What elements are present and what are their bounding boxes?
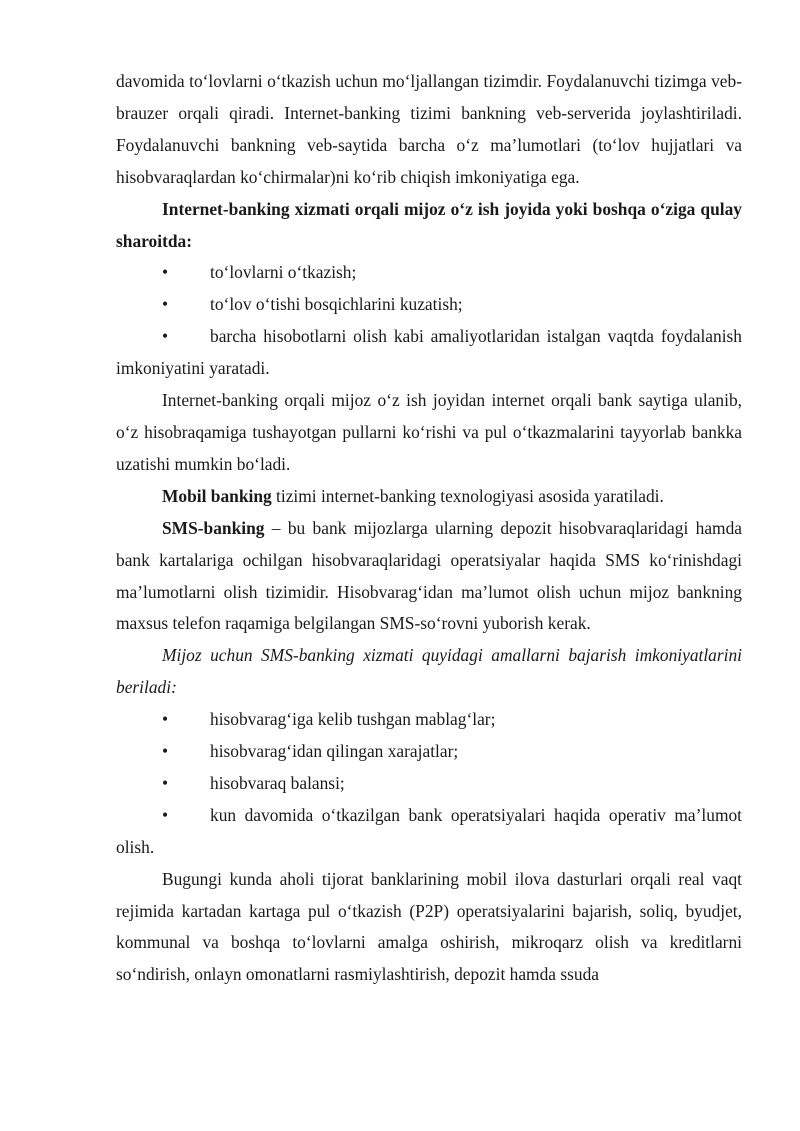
- paragraph-intro: davomida to‘lovlarni o‘tkazish uchun mo‘ljallangan tizimdir. Foydalanuvchi tizimga veb-brauzer orqali qiradi. Internet-banking tizimi bankning veb-serverida joylashtiriladi. Foydalanuvchi bankning veb-saytida barcha o‘z ma’lumotlari (to‘lov hujjatlari va hisobvaraqlardan ko‘chirmalar)ni ko‘rib chiqish imkoniyatiga ega.: [116, 71, 742, 187]
- list-item: • hisobvarag‘idan qilingan xarajatlar;: [116, 736, 742, 768]
- list-item: • hisobvaraq balansi;: [116, 768, 742, 800]
- term-sms-banking: SMS-banking: [162, 517, 265, 538]
- sms-banking-list: [116, 704, 742, 864]
- list-item: • to‘lovlarni o‘tkazish;: [116, 257, 742, 289]
- list-item: • kun davomida o‘tkazilgan bank operatsiyalari haqida operativ ma’lumot olish.: [116, 800, 742, 864]
- list-item: • barcha hisobotlarni olish kabi amaliyotlaridan istalgan vaqtda foydalanish imkoniyatini yaratadi.: [116, 321, 742, 385]
- list-item: • hisobvarag‘iga kelib tushgan mablag‘lar;: [116, 704, 742, 736]
- paragraph-sms-banking: SMS-banking – bu bank mijozlarga ularning depozit hisobvaraqlaridagi hamda bank kartalariga ochilgan hisobvaraqlaridagi operatsiyalar haqida SMS ko‘rinishdagi ma’lumotlarni olish tizimidir. Hisobvarag‘idan ma’lumot olish uchun mijoz bankning maxsus telefon raqamiga belgilangan SMS-so‘rovni yuborish kerak.: [116, 517, 742, 634]
- paragraph-sms-banking-features-heading: Mijoz uchun SMS-banking xizmati quyidagi amallarni bajarish imkoniyatlarini beriladi:: [116, 645, 742, 698]
- paragraph-mobile-banking: Mobil banking tizimi internet-banking texnologiyasi asosida yaratiladi.: [162, 485, 664, 506]
- bullet-icon: •: [162, 804, 169, 825]
- bullet-icon: •: [162, 294, 169, 315]
- paragraph-mobile-apps: Bugungi kunda aholi tijorat banklarining mobil ilova dasturlari orqali real vaqt rejimida kartadan kartaga pul o‘tkazish (P2P) operatsiyalarini bajarish, soliq, byudjet, kommunal va boshqa to‘lovlarni amalga oshirish, mikroqarz olish va kreditlarni so‘ndirish, onlayn omonatlarni rasmiylashtirish, depozit hamda ssuda: [116, 868, 742, 985]
- bullet-icon: •: [162, 741, 169, 762]
- paragraph-internet-banking-description: Internet-banking orqali mijoz o‘z ish joyidan internet orqali bank saytiga ulanib, o‘z hisobraqamiga tushayotgan pullarni ko‘rishi va pul o‘tkazmalarini tayyorlab bankka uzatishi mumkin bo‘ladi.: [116, 390, 742, 474]
- paragraph-internet-banking-heading: Internet-banking xizmati orqali mijoz o‘z ish joyida yoki boshqa o‘ziga qulay sharoitda:: [116, 198, 742, 251]
- term-mobile-banking: Mobil banking: [162, 485, 272, 506]
- document-page: [116, 66, 742, 991]
- bullet-icon: •: [162, 262, 169, 283]
- list-item: • to‘lov o‘tishi bosqichlarini kuzatish;: [116, 289, 742, 321]
- bullet-icon: •: [162, 709, 169, 730]
- bullet-icon: •: [162, 326, 169, 347]
- internet-banking-list: [116, 257, 742, 385]
- bullet-icon: •: [162, 772, 169, 793]
